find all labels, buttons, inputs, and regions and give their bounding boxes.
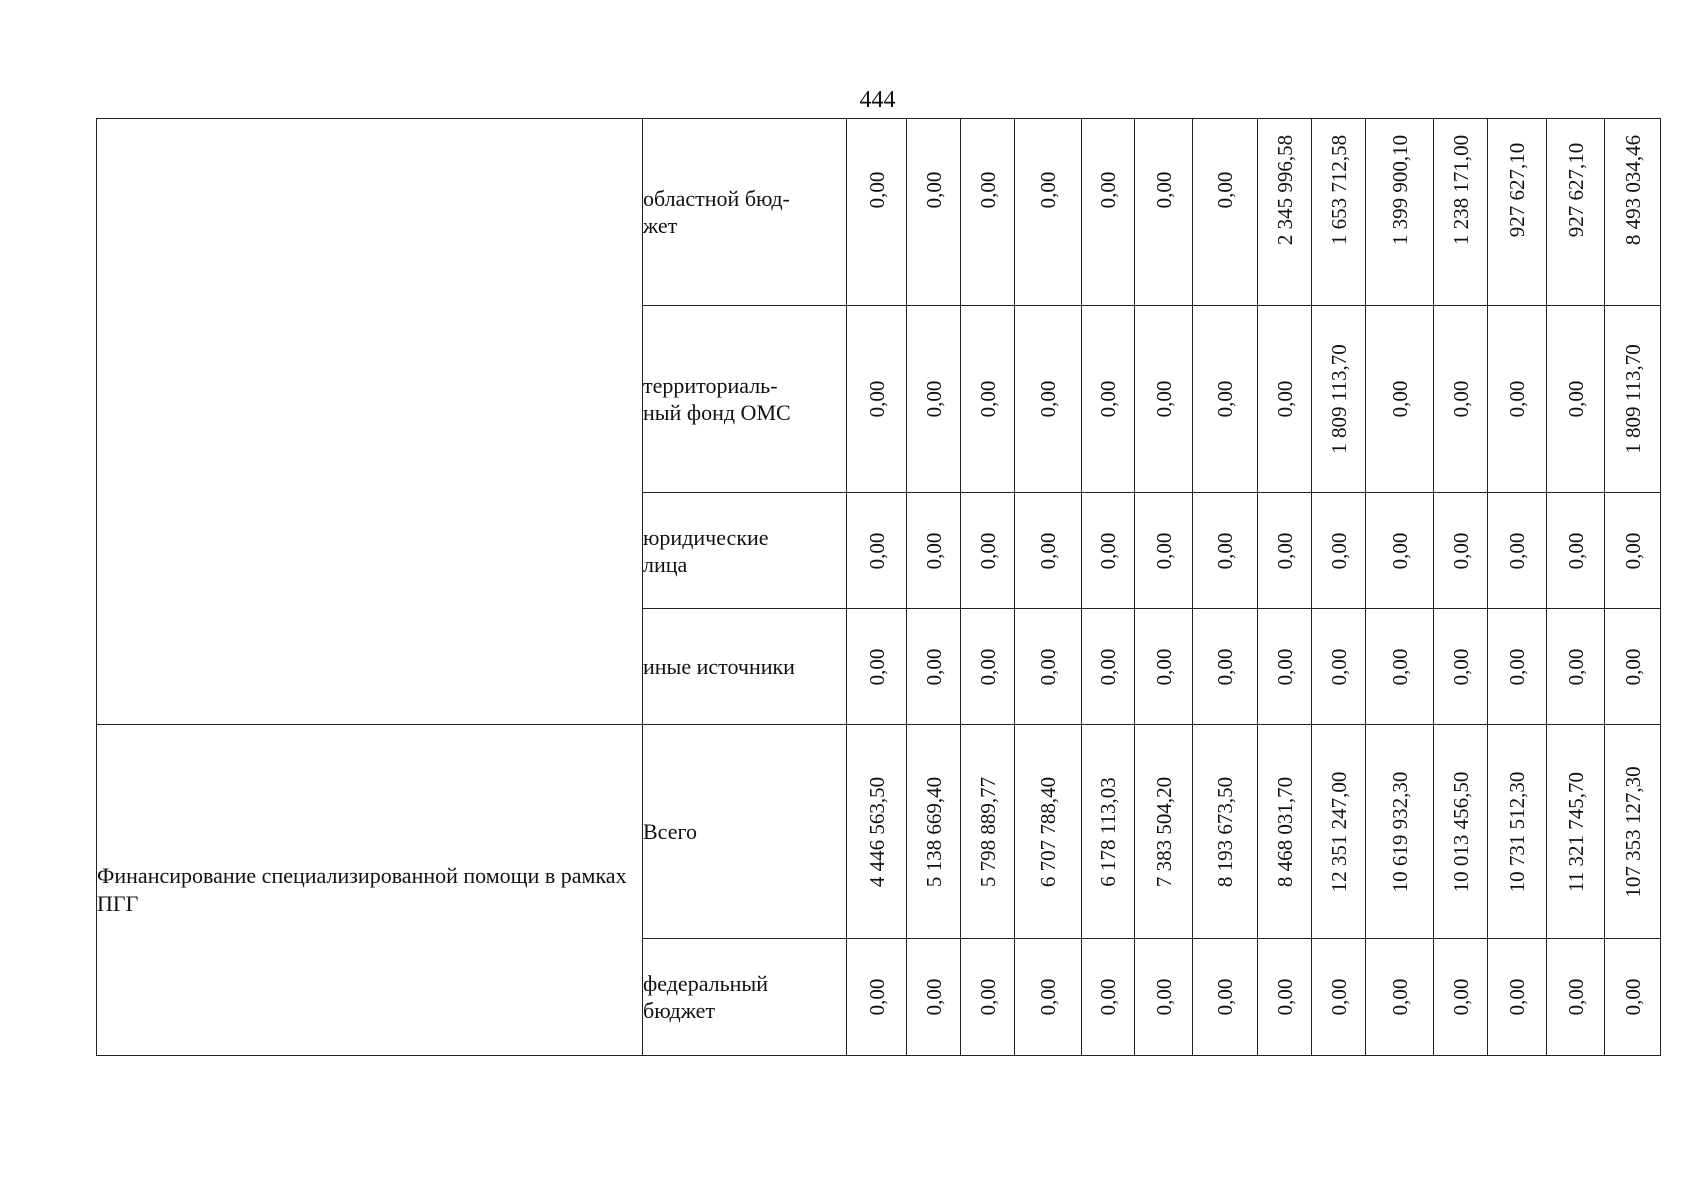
value-text: 0,00 bbox=[864, 978, 889, 1016]
value-cell bbox=[1488, 609, 1547, 725]
value-cell bbox=[1193, 939, 1258, 1056]
value-text: 4 446 563,50 bbox=[864, 776, 889, 887]
value-text: 0,00 bbox=[1272, 380, 1297, 418]
value-text: 0,00 bbox=[1096, 648, 1120, 685]
value-text: 11 321 745,70 bbox=[1563, 771, 1588, 892]
value-cell bbox=[1312, 939, 1366, 1056]
value-cell bbox=[961, 939, 1015, 1056]
value-text: 0,00 bbox=[1326, 648, 1351, 685]
value-cell bbox=[1434, 609, 1488, 725]
value-cell bbox=[1366, 609, 1434, 725]
table-row bbox=[97, 119, 1661, 306]
value-text: 0,00 bbox=[1036, 171, 1060, 209]
value-cell bbox=[907, 725, 961, 939]
value-cell bbox=[1135, 493, 1193, 609]
value-cell bbox=[961, 725, 1015, 939]
value-text: 0,00 bbox=[1448, 978, 1473, 1016]
value-text: 0,00 bbox=[1505, 978, 1529, 1016]
value-text: 0,00 bbox=[1387, 532, 1412, 569]
value-cell bbox=[1015, 939, 1082, 1056]
value-cell bbox=[1015, 493, 1082, 609]
value-text: 0,00 bbox=[1272, 648, 1297, 685]
section-title: Финансирование специализированной помощи в рамках ПГГ bbox=[97, 725, 643, 1056]
row-label: юридические лица bbox=[643, 493, 847, 609]
value-text: 1 399 900,10 bbox=[1387, 134, 1412, 245]
value-cell bbox=[1312, 609, 1366, 725]
value-text: 0,00 bbox=[975, 171, 1000, 209]
value-cell bbox=[1488, 725, 1547, 939]
value-text: 0,00 bbox=[1448, 532, 1473, 569]
value-text: 8 493 034,46 bbox=[1620, 134, 1645, 245]
value-text: 0,00 bbox=[921, 532, 946, 569]
value-text: 0,00 bbox=[921, 648, 946, 685]
value-text: 0,00 bbox=[1448, 380, 1473, 418]
value-cell bbox=[1605, 725, 1661, 939]
value-text: 1 809 113,70 bbox=[1326, 344, 1351, 454]
value-text: 0,00 bbox=[1096, 380, 1120, 418]
value-cell bbox=[1193, 725, 1258, 939]
value-cell bbox=[1605, 119, 1661, 306]
value-text: 0,00 bbox=[1036, 978, 1060, 1016]
value-text: 0,00 bbox=[975, 532, 1000, 569]
value-text: 0,00 bbox=[1563, 380, 1588, 418]
value-text: 0,00 bbox=[921, 978, 946, 1016]
value-text: 0,00 bbox=[1151, 171, 1176, 209]
value-cell bbox=[1193, 306, 1258, 493]
value-text: 0,00 bbox=[864, 648, 889, 685]
value-text: 0,00 bbox=[1505, 648, 1529, 685]
value-text: 0,00 bbox=[1326, 532, 1351, 569]
value-text: 0,00 bbox=[921, 171, 946, 209]
value-text: 0,00 bbox=[1563, 978, 1588, 1016]
value-cell bbox=[847, 609, 907, 725]
value-text: 6 178 113,03 bbox=[1096, 776, 1120, 887]
value-text: 0,00 bbox=[1505, 380, 1529, 418]
value-cell bbox=[1015, 306, 1082, 493]
value-text: 0,00 bbox=[1563, 532, 1588, 569]
value-text: 927 627,10 bbox=[1563, 142, 1588, 237]
row-label: федеральный бюджет bbox=[643, 939, 847, 1056]
value-cell bbox=[1135, 939, 1193, 1056]
value-cell bbox=[1312, 493, 1366, 609]
value-text: 0,00 bbox=[1036, 532, 1060, 569]
value-text: 0,00 bbox=[1096, 171, 1120, 209]
value-text: 0,00 bbox=[1096, 532, 1120, 569]
value-cell bbox=[907, 939, 961, 1056]
value-cell bbox=[1082, 493, 1135, 609]
value-text: 1 653 712,58 bbox=[1326, 134, 1351, 245]
value-cell bbox=[1547, 306, 1605, 493]
value-cell bbox=[907, 306, 961, 493]
value-cell bbox=[1366, 306, 1434, 493]
value-text: 0,00 bbox=[1620, 978, 1645, 1016]
value-text: 12 351 247,00 bbox=[1326, 771, 1351, 892]
value-text: 0,00 bbox=[864, 380, 889, 418]
value-cell bbox=[1258, 119, 1312, 306]
value-text: 0,00 bbox=[975, 380, 1000, 418]
value-text: 0,00 bbox=[1505, 532, 1529, 569]
value-cell bbox=[1015, 725, 1082, 939]
value-text: 0,00 bbox=[1151, 978, 1176, 1016]
value-cell bbox=[1605, 939, 1661, 1056]
value-text: 0,00 bbox=[864, 171, 889, 209]
value-cell bbox=[1605, 609, 1661, 725]
value-text: 0,00 bbox=[1387, 978, 1412, 1016]
value-text: 0,00 bbox=[1387, 380, 1412, 418]
value-cell bbox=[1366, 119, 1434, 306]
value-text: 0,00 bbox=[1620, 532, 1645, 569]
value-text: 0,00 bbox=[864, 532, 889, 569]
value-cell bbox=[961, 119, 1015, 306]
value-text: 0,00 bbox=[1563, 648, 1588, 685]
value-cell bbox=[1547, 939, 1605, 1056]
value-cell bbox=[1547, 725, 1605, 939]
value-text: 1 238 171,00 bbox=[1448, 134, 1473, 245]
value-cell bbox=[1082, 306, 1135, 493]
value-cell bbox=[1488, 939, 1547, 1056]
value-cell bbox=[1082, 119, 1135, 306]
value-text: 0,00 bbox=[975, 978, 1000, 1016]
value-text: 0,00 bbox=[1620, 648, 1645, 685]
value-text: 7 383 504,20 bbox=[1151, 776, 1176, 887]
value-text: 0,00 bbox=[1272, 978, 1297, 1016]
value-text: 0,00 bbox=[1213, 532, 1237, 569]
row-label: территориаль- ный фонд ОМС bbox=[643, 306, 847, 493]
value-cell bbox=[1258, 306, 1312, 493]
value-cell bbox=[1193, 493, 1258, 609]
financing-table bbox=[96, 118, 1661, 1056]
value-text: 0,00 bbox=[975, 648, 1000, 685]
value-cell bbox=[847, 306, 907, 493]
value-text: 0,00 bbox=[1151, 380, 1176, 418]
value-cell bbox=[1488, 306, 1547, 493]
value-cell bbox=[1547, 609, 1605, 725]
value-cell bbox=[1434, 493, 1488, 609]
value-cell bbox=[961, 609, 1015, 725]
value-text: 0,00 bbox=[1448, 648, 1473, 685]
value-text: 0,00 bbox=[1213, 648, 1237, 685]
value-cell bbox=[1015, 609, 1082, 725]
value-cell bbox=[847, 493, 907, 609]
value-text: 10 013 456,50 bbox=[1448, 771, 1473, 892]
section-title bbox=[97, 119, 643, 725]
value-cell bbox=[1015, 119, 1082, 306]
value-cell bbox=[1135, 609, 1193, 725]
value-text: 0,00 bbox=[1326, 978, 1351, 1016]
value-cell bbox=[1434, 119, 1488, 306]
value-cell bbox=[1312, 119, 1366, 306]
value-cell bbox=[1547, 119, 1605, 306]
value-text: 8 193 673,50 bbox=[1213, 776, 1237, 887]
value-cell bbox=[1488, 493, 1547, 609]
value-cell bbox=[961, 493, 1015, 609]
value-cell bbox=[1488, 119, 1547, 306]
value-cell bbox=[847, 725, 907, 939]
value-text: 8 468 031,70 bbox=[1272, 776, 1297, 887]
value-cell bbox=[1434, 939, 1488, 1056]
value-text: 0,00 bbox=[1213, 380, 1237, 418]
value-text: 0,00 bbox=[1272, 532, 1297, 569]
value-cell bbox=[1434, 306, 1488, 493]
value-text: 107 353 127,30 bbox=[1620, 765, 1645, 898]
value-text: 10 619 932,30 bbox=[1387, 771, 1412, 892]
value-cell bbox=[907, 119, 961, 306]
value-cell bbox=[907, 609, 961, 725]
value-text: 0,00 bbox=[1387, 648, 1412, 685]
value-text: 927 627,10 bbox=[1505, 142, 1529, 237]
value-cell bbox=[1366, 939, 1434, 1056]
value-cell bbox=[1082, 609, 1135, 725]
value-cell bbox=[1082, 725, 1135, 939]
value-cell bbox=[1605, 306, 1661, 493]
value-text: 2 345 996,58 bbox=[1272, 134, 1297, 245]
value-cell bbox=[1193, 119, 1258, 306]
value-text: 0,00 bbox=[1213, 978, 1237, 1016]
value-cell bbox=[1312, 306, 1366, 493]
value-cell bbox=[1605, 493, 1661, 609]
value-text: 1 809 113,70 bbox=[1620, 344, 1645, 454]
value-text: 5 798 889,77 bbox=[975, 776, 1000, 887]
value-cell bbox=[961, 306, 1015, 493]
value-cell bbox=[1135, 306, 1193, 493]
value-text: 0,00 bbox=[921, 380, 946, 418]
value-text: 0,00 bbox=[1151, 648, 1176, 685]
value-cell bbox=[1366, 725, 1434, 939]
value-cell bbox=[1135, 119, 1193, 306]
value-cell bbox=[1547, 493, 1605, 609]
value-cell bbox=[1193, 609, 1258, 725]
value-cell bbox=[847, 939, 907, 1056]
value-cell bbox=[847, 119, 907, 306]
value-cell bbox=[907, 493, 961, 609]
value-text: 6 707 788,40 bbox=[1036, 776, 1060, 887]
value-text: 0,00 bbox=[1096, 978, 1120, 1016]
row-label: областной бюд- жет bbox=[643, 119, 847, 306]
value-cell bbox=[1312, 725, 1366, 939]
value-cell bbox=[1258, 725, 1312, 939]
value-text: 0,00 bbox=[1213, 171, 1237, 209]
page-number: 444 bbox=[859, 87, 896, 113]
row-label: иные источники bbox=[643, 609, 847, 725]
table-row bbox=[97, 725, 1661, 939]
value-cell bbox=[1434, 725, 1488, 939]
value-cell bbox=[1082, 939, 1135, 1056]
value-text: 10 731 512,30 bbox=[1505, 771, 1529, 892]
value-text: 0,00 bbox=[1151, 532, 1176, 569]
value-cell bbox=[1366, 493, 1434, 609]
value-cell bbox=[1258, 493, 1312, 609]
value-cell bbox=[1258, 609, 1312, 725]
value-cell bbox=[1135, 725, 1193, 939]
row-label: Всего bbox=[643, 725, 847, 939]
value-text: 5 138 669,40 bbox=[921, 776, 946, 887]
value-text: 0,00 bbox=[1036, 380, 1060, 418]
value-cell bbox=[1258, 939, 1312, 1056]
value-text: 0,00 bbox=[1036, 648, 1060, 685]
